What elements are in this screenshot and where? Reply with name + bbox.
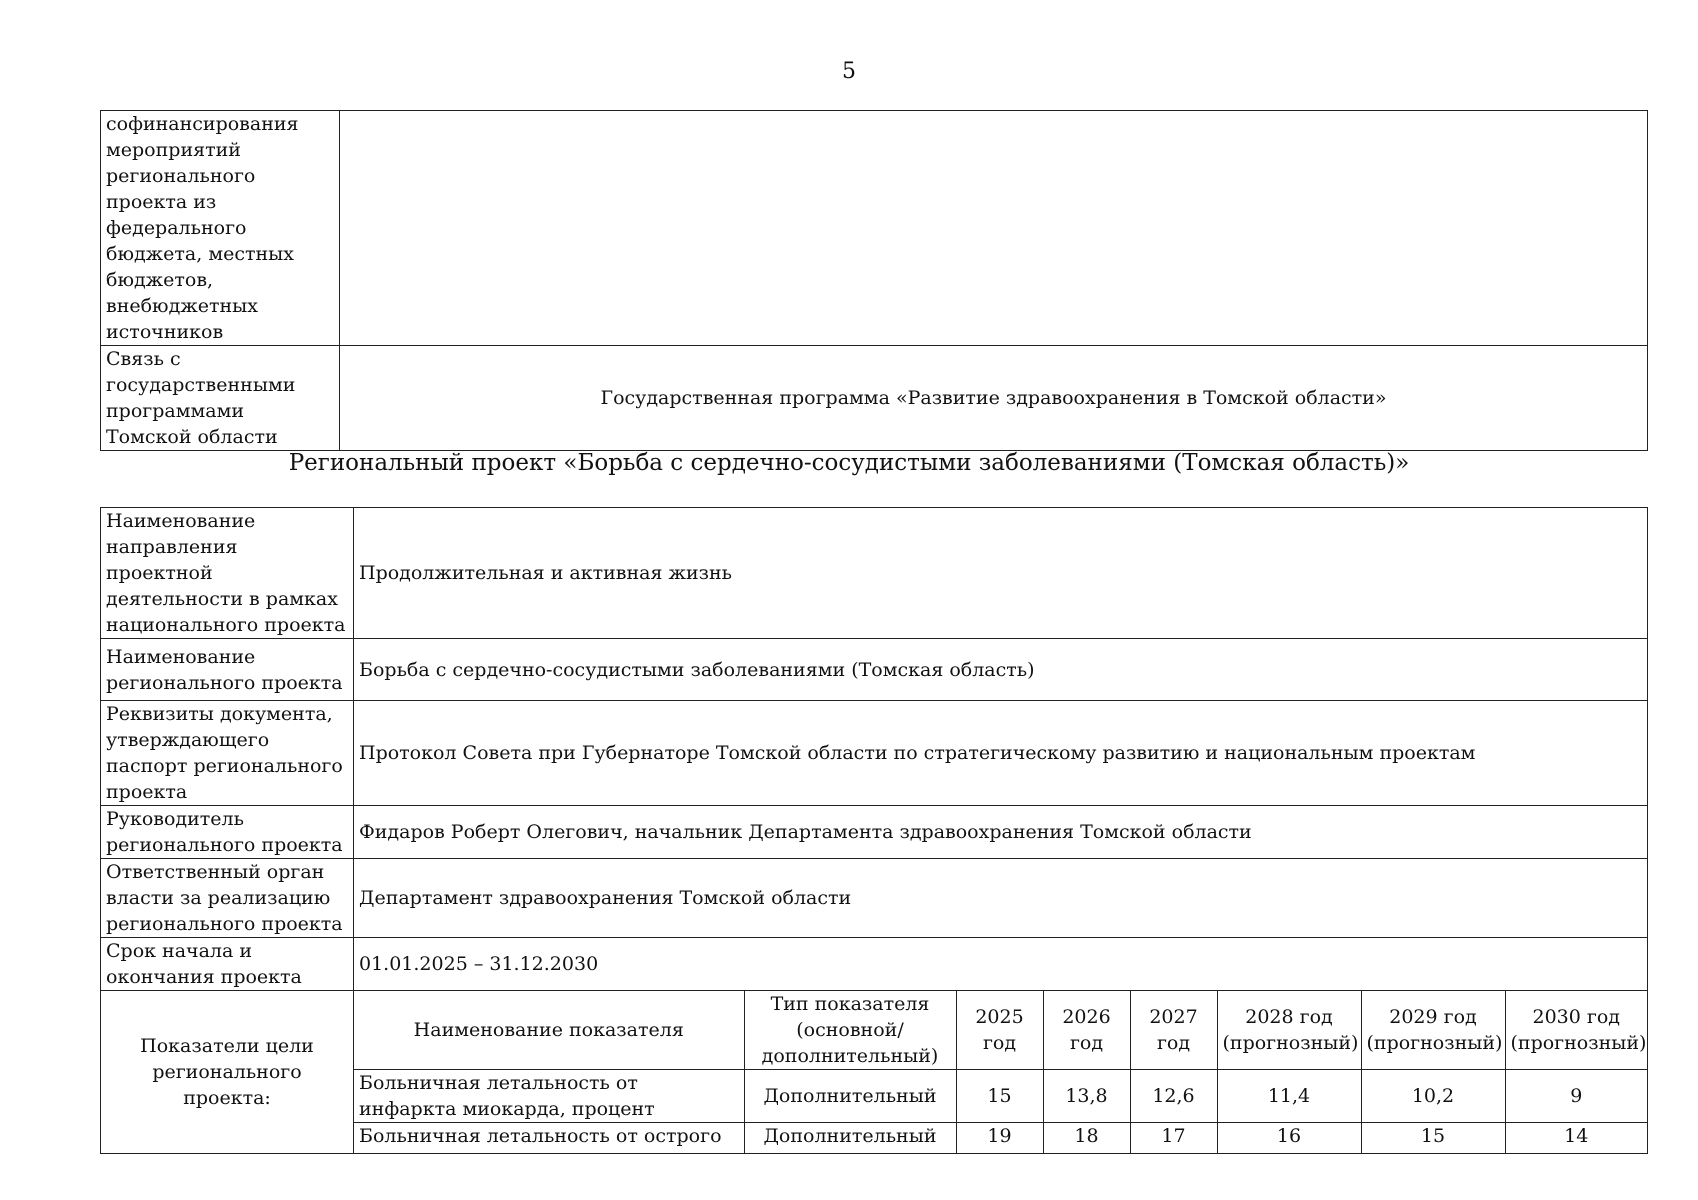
header-indicator-type: Тип показателя (основной/ дополнительный) (744, 991, 956, 1070)
project-passport-table (100, 507, 1648, 1154)
value-2028: 16 (1217, 1123, 1361, 1154)
responsible-body-label: Ответственный орган власти за реализацию регионального проекта (101, 859, 354, 938)
table-row (101, 859, 1648, 938)
value-2026: 13,8 (1043, 1070, 1130, 1123)
document-details-label: Реквизиты документа, утверждающего паспорт регионального проекта (101, 701, 354, 806)
cofinancing-label: софинансирования мероприятий регионального проекта из федерального бюджета, местных бюджетов, внебюджетных источников (101, 111, 340, 346)
header-year-2027: 2027 год (1130, 991, 1217, 1070)
metrics-cell (354, 991, 1648, 1154)
goals-label: Показатели цели регионального проекта: (101, 991, 354, 1154)
table-row (101, 991, 1648, 1154)
value-2029: 10,2 (1361, 1070, 1505, 1123)
direction-value: Продолжительная и активная жизнь (354, 508, 1648, 639)
direction-label: Наименование направления проектной деятельности в рамках национального проекта (101, 508, 354, 639)
indicator-name: Больничная летальность от острого (354, 1123, 744, 1154)
cofinancing-table (100, 110, 1648, 451)
responsible-body-value: Департамент здравоохранения Томской области (354, 859, 1648, 938)
project-term-value: 01.01.2025 – 31.12.2030 (354, 938, 1648, 991)
header-year-2030: 2030 год (прогнозный) (1505, 991, 1647, 1070)
value-2030: 14 (1505, 1123, 1647, 1154)
value-2027: 12,6 (1130, 1070, 1217, 1123)
page-number: 5 (842, 59, 856, 84)
table-row (101, 111, 1648, 346)
table-row (354, 1070, 1647, 1123)
value-2026: 18 (1043, 1123, 1130, 1154)
metrics-header-row (354, 991, 1647, 1070)
table-row (101, 701, 1648, 806)
indicator-name: Больничная летальность от инфаркта миокарда, процент (354, 1070, 744, 1123)
section-title: Региональный проект «Борьба с сердечно-сосудистыми заболеваниями (Томская область)» (288, 450, 1410, 476)
header-year-2028: 2028 год (прогнозный) (1217, 991, 1361, 1070)
value-2025: 15 (956, 1070, 1043, 1123)
indicator-type: Дополнительный (744, 1070, 956, 1123)
value-2027: 17 (1130, 1123, 1217, 1154)
value-2030: 9 (1505, 1070, 1647, 1123)
header-indicator-name: Наименование показателя (354, 991, 744, 1070)
header-year-2026: 2026 год (1043, 991, 1130, 1070)
cofinancing-value (340, 111, 1648, 346)
table-row (101, 806, 1648, 859)
header-year-2029: 2029 год (прогнозный) (1361, 991, 1505, 1070)
table-row (101, 938, 1648, 991)
project-term-label: Срок начала и окончания проекта (101, 938, 354, 991)
value-2029: 15 (1361, 1123, 1505, 1154)
project-name-label: Наименование регионального проекта (101, 639, 354, 701)
project-name-value: Борьба с сердечно-сосудистыми заболеваниями (Томская область) (354, 639, 1648, 701)
project-head-label: Руководитель регионального проекта (101, 806, 354, 859)
value-2028: 11,4 (1217, 1070, 1361, 1123)
table-row (354, 1123, 1647, 1154)
indicator-type: Дополнительный (744, 1123, 956, 1154)
document-details-value: Протокол Совета при Губернаторе Томской области по стратегическому развитию и национальным проектам (354, 701, 1648, 806)
header-year-2025: 2025 год (956, 991, 1043, 1070)
project-head-value: Фидаров Роберт Олегович, начальник Департамента здравоохранения Томской области (354, 806, 1648, 859)
metrics-table (354, 991, 1647, 1153)
table-row (101, 639, 1648, 701)
value-2025: 19 (956, 1123, 1043, 1154)
table-row (101, 346, 1648, 451)
state-programs-value: Государственная программа «Развитие здравоохранения в Томской области» (340, 346, 1648, 451)
state-programs-label: Связь с государственными программами Томской области (101, 346, 340, 451)
table-row (101, 508, 1648, 639)
